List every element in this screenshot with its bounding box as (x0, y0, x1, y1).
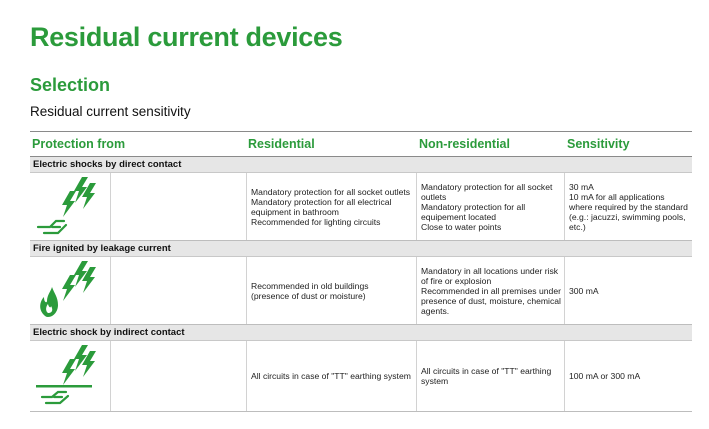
sensitivity-cell: 300 mA (569, 285, 599, 296)
page-title: Residual current devices (30, 22, 343, 52)
table-row (30, 341, 692, 412)
table-section (30, 241, 692, 325)
residential-cell: Mandatory protection for all socket outlets Mandatory protection for all electrical equipment in bathroom Recommended for lighting circuits (251, 186, 411, 227)
section-title: Electric shock by indirect contact (30, 325, 692, 341)
lightning-fire-icon (30, 257, 110, 324)
non-residential-cell: Mandatory in all locations under risk of fire or explosion Recommended in all premises under presence of dust, moisture, chemical agents. (421, 265, 561, 316)
non-residential-cell: Mandatory protection for all socket outlets Mandatory protection for all equipement located Close to water points (421, 181, 553, 232)
lightning-hand-icon (30, 173, 110, 240)
col-header-protection: Protection from (32, 137, 126, 151)
non-residential-cell: All circuits in case of "TT" earthing system (421, 366, 552, 386)
lightning-ground-hand-icon (30, 341, 110, 411)
table-section (30, 157, 692, 241)
table-section (30, 325, 692, 412)
section-title: Fire ignited by leakage current (30, 241, 692, 257)
residential-cell: Recommended in old buildings (presence of dust or moisture) (251, 280, 369, 301)
table-header (30, 131, 692, 157)
sensitivity-table (30, 131, 692, 412)
col-header-sensitivity: Sensitivity (567, 137, 630, 151)
table-row (30, 257, 692, 325)
subsection-heading: Residual current sensitivity (30, 104, 191, 119)
residential-cell: All circuits in case of "TT" earthing system (251, 371, 411, 381)
table-row (30, 173, 692, 241)
col-header-non-residential: Non-residential (419, 137, 510, 151)
col-header-residential: Residential (248, 137, 315, 151)
sensitivity-cell: 30 mA 10 mA for all applications where required by the standard (e.g.: jacuzzi, swimming pools, etc.) (569, 181, 688, 232)
sensitivity-cell: 100 mA or 300 mA (569, 371, 641, 381)
section-heading: Selection (30, 75, 111, 95)
section-title: Electric shocks by direct contact (30, 157, 692, 173)
